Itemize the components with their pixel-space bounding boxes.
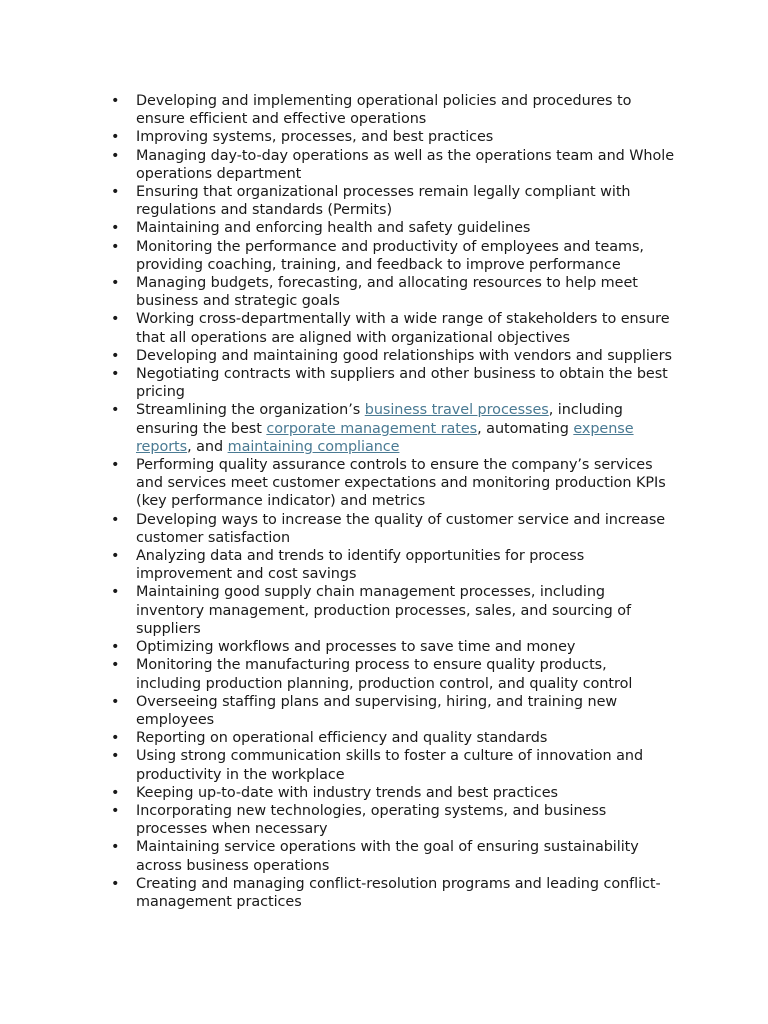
- list-item-text: Creating and managing conflict-resolution programs and leading conflict-management practices: [136, 875, 661, 910]
- list-item-text: Optimizing workflows and processes to save time and money: [136, 639, 576, 656]
- list-item: [109, 274, 674, 310]
- bullet-icon: •: [111, 147, 120, 164]
- text-segment: , and: [187, 438, 228, 455]
- bullet-icon: •: [111, 184, 120, 201]
- bullet-icon: •: [111, 748, 120, 765]
- bullet-icon: •: [111, 93, 120, 109]
- list-item-text: Developing and implementing operational policies and procedures to ensure efficient and effective operations: [136, 93, 632, 128]
- bullet-icon: •: [111, 511, 120, 528]
- list-item: [109, 784, 674, 802]
- inline-link[interactable]: corporate management rates: [266, 420, 478, 437]
- list-item: [109, 92, 674, 128]
- bullet-icon: •: [111, 784, 120, 801]
- bullet-icon: •: [111, 875, 120, 892]
- list-item: [109, 547, 674, 583]
- bullet-icon: •: [111, 366, 120, 383]
- list-item: [109, 347, 674, 365]
- bullet-icon: •: [111, 584, 120, 601]
- list-item-text: Performing quality assurance controls to ensure the company’s services and services meet customer expectations and monitoring production KPIs (key performance indicator) and metrics: [136, 457, 666, 510]
- list-item-text: Managing budgets, forecasting, and allocating resources to help meet business and strategic goals: [136, 275, 638, 310]
- bullet-icon: •: [111, 730, 120, 747]
- list-item: [109, 401, 674, 456]
- bullet-icon: •: [111, 802, 120, 819]
- list-item-text: Maintaining service operations with the goal of ensuring sustainability across business operations: [136, 839, 639, 874]
- list-item-text: Monitoring the performance and productivity of employees and teams, providing coaching, training, and feedback to improve performance: [136, 238, 644, 273]
- list-item: [109, 310, 674, 346]
- list-item-text: Developing and maintaining good relationships with vendors and suppliers: [136, 347, 672, 364]
- list-item-text: Keeping up-to-date with industry trends and best practices: [136, 784, 558, 801]
- bullet-icon: •: [111, 657, 120, 674]
- list-item-text: Managing day-to-day operations as well as the operations team and Whole operations department: [136, 147, 675, 182]
- list-item: [109, 656, 674, 692]
- list-item-text: Monitoring the manufacturing process to ensure quality products, including production planning, production control, and quality control: [136, 657, 633, 692]
- list-item: [109, 456, 674, 511]
- duties-list: [109, 92, 674, 911]
- text-segment: Streamlining the organization’s: [136, 402, 365, 419]
- list-item-text: Maintaining and enforcing health and safety guidelines: [136, 220, 531, 237]
- list-item: [109, 747, 674, 783]
- list-item-text: Maintaining good supply chain management processes, including inventory management, production processes, sales, and sourcing of suppliers: [136, 584, 632, 637]
- list-item: [109, 128, 674, 146]
- inline-link[interactable]: expense reports: [136, 420, 634, 455]
- list-item: [109, 802, 674, 838]
- list-item-text: Ensuring that organizational processes remain legally compliant with regulations and standards (Permits): [136, 184, 631, 219]
- bullet-icon: •: [111, 639, 120, 656]
- bullet-icon: •: [111, 347, 120, 364]
- list-item-text: Negotiating contracts with suppliers and other business to obtain the best pricing: [136, 366, 668, 401]
- list-item-text: Using strong communication skills to foster a culture of innovation and productivity in the workplace: [136, 748, 644, 783]
- list-item: [109, 583, 674, 638]
- list-item-text: Developing ways to increase the quality of customer service and increase customer satisfaction: [136, 511, 666, 546]
- bullet-icon: •: [111, 457, 120, 474]
- list-item-text: Overseeing staffing plans and supervising, hiring, and training new employees: [136, 693, 618, 728]
- list-item: [109, 838, 674, 874]
- bullet-icon: •: [111, 693, 120, 710]
- list-item-text: Reporting on operational efficiency and quality standards: [136, 730, 548, 747]
- bullet-icon: •: [111, 402, 120, 419]
- bullet-icon: •: [111, 548, 120, 565]
- list-item: [109, 511, 674, 547]
- list-item: [109, 183, 674, 219]
- list-item-text: Improving systems, processes, and best practices: [136, 129, 494, 146]
- list-item: [109, 693, 674, 729]
- list-item: [109, 147, 674, 183]
- inline-link[interactable]: business travel processes: [364, 402, 549, 419]
- bullet-icon: •: [111, 129, 120, 146]
- inline-link[interactable]: maintaining compliance: [227, 438, 400, 455]
- bullet-icon: •: [111, 275, 120, 292]
- list-item: [109, 729, 674, 747]
- list-item-text: Analyzing data and trends to identify opportunities for process improvement and cost savings: [136, 548, 585, 583]
- list-item: [109, 638, 674, 656]
- bullet-icon: •: [111, 839, 120, 856]
- list-item: [109, 219, 674, 237]
- list-item-text: [136, 402, 634, 454]
- bullet-icon: •: [111, 238, 120, 255]
- list-item-text: Working cross-departmentally with a wide range of stakeholders to ensure that all operations are aligned with organizational objectives: [136, 311, 670, 346]
- list-item: [109, 365, 674, 401]
- text-segment: , automating: [477, 420, 574, 437]
- list-item: [109, 238, 674, 274]
- bullet-icon: •: [111, 220, 120, 237]
- list-item: [109, 875, 674, 911]
- list-item-text: Incorporating new technologies, operating systems, and business processes when necessary: [136, 802, 607, 838]
- text-segment: , including ensuring the best: [136, 402, 623, 437]
- bullet-icon: •: [111, 311, 120, 328]
